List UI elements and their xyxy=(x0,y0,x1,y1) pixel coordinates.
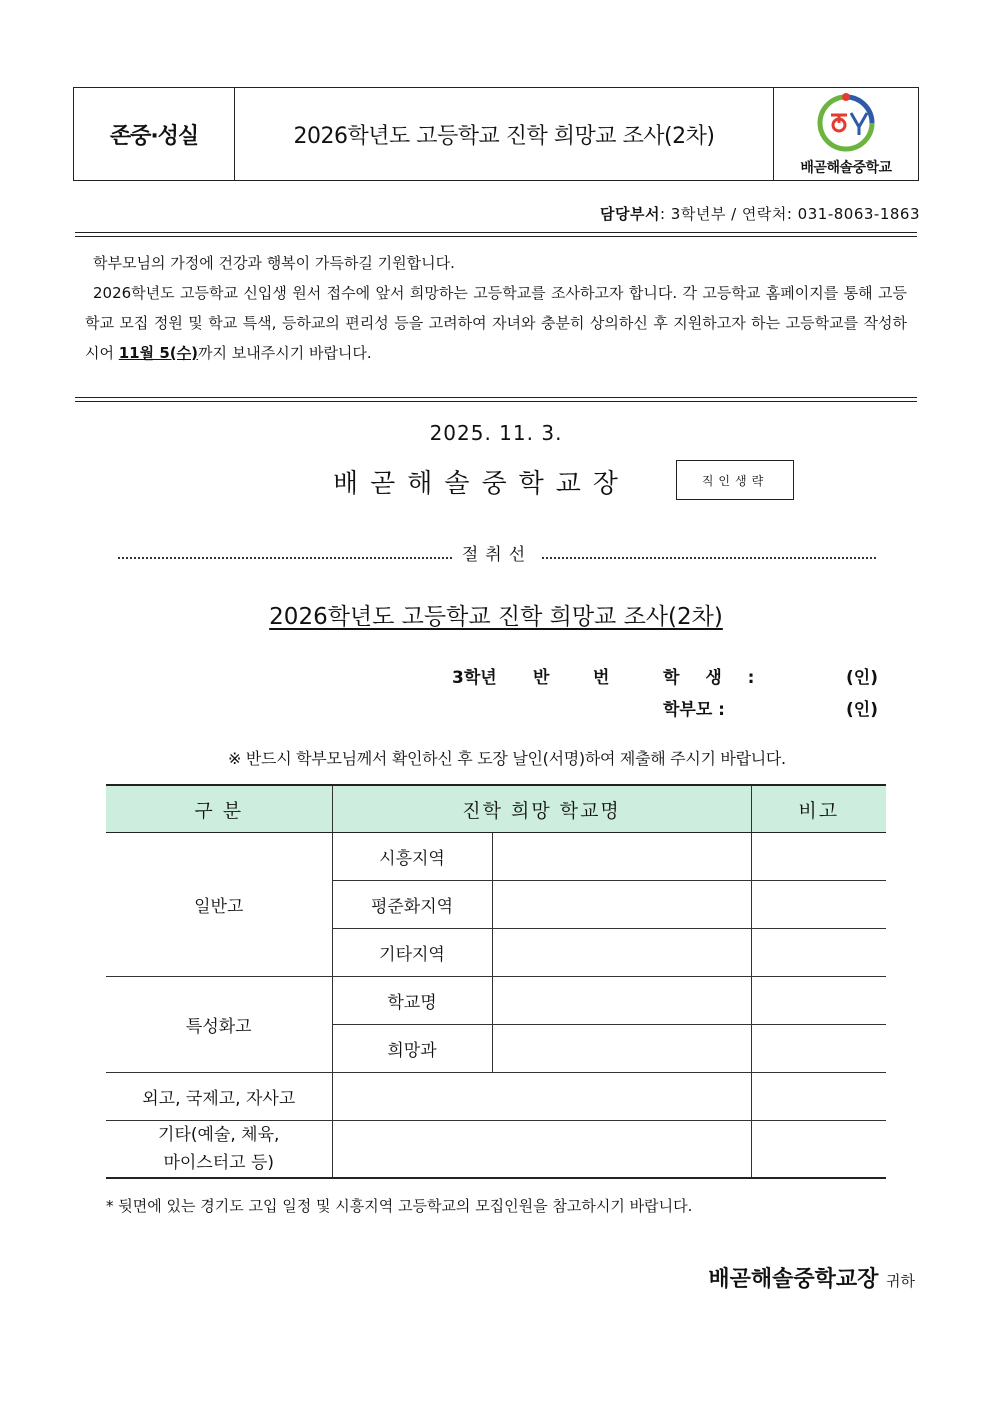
submission-note: ※ 반드시 학부모님께서 확인하신 후 도장 날인(서명)하여 제출해 주시기 바랍니다. xyxy=(228,749,786,768)
school-emblem-icon xyxy=(811,91,881,155)
remarks-input[interactable] xyxy=(751,1121,886,1179)
region-other: 기타지역 xyxy=(332,929,492,977)
letter-paragraph xyxy=(85,278,907,368)
table-row xyxy=(106,1121,886,1179)
dept-value: : 3학년부 / 연락처: 031-8063-1863 xyxy=(659,205,920,223)
special-school-name-label: 학교명 xyxy=(332,977,492,1025)
cut-dots-left xyxy=(118,547,452,559)
student-label: 학 생 : xyxy=(663,668,765,688)
contact-line xyxy=(600,203,920,224)
cut-dots-right xyxy=(542,547,876,559)
footnote: * 뒷면에 있는 경기도 고입 일정 및 시흥지역 고등학교의 모집인원을 참고하시기 바랍니다. xyxy=(106,1197,693,1215)
grade-label: 3학년 xyxy=(452,668,497,688)
letter-body xyxy=(85,248,907,368)
greeting-line: 학부모님의 가정에 건강과 행복이 가득하길 기원합니다. xyxy=(93,254,455,272)
special-major-label: 희망과 xyxy=(332,1025,492,1073)
closing-suffix: 귀하 xyxy=(886,1272,915,1290)
letter-part1: 2026학년도 고등학교 신입생 원서 접수에 앞서 희망하는 고등학교를 조사하고자 합니다. 각 고등학교 홈페이지를 통해 고등학교 모집 정원 및 학교 특색, 등하교의 편리성 등을 고려하여 자녀와 충분히 상의하신 후 지원하고자 하는 고등학교를 작성하시어 xyxy=(85,284,907,362)
header-remarks: 비고 xyxy=(751,785,886,833)
remarks-input[interactable] xyxy=(751,833,886,881)
header-box xyxy=(73,87,919,181)
survey-table xyxy=(106,784,886,1179)
table-row xyxy=(106,833,886,881)
closing-name: 배곧해솔중학교장 xyxy=(708,1267,879,1292)
parent-seal: (인) xyxy=(846,700,878,720)
seal-omitted-box: 직인생략 xyxy=(676,460,794,500)
other-hs-input[interactable] xyxy=(332,1121,751,1179)
remarks-input[interactable] xyxy=(751,1025,886,1073)
header-school-name: 진학 희망 학교명 xyxy=(332,785,751,833)
table-row xyxy=(106,977,886,1025)
school-logo xyxy=(774,88,918,180)
foreign-intl-label: 외고, 국제고, 자사고 xyxy=(106,1073,332,1121)
other-hs-label: 기타(예술, 체육, 마이스터고 등) xyxy=(106,1121,332,1179)
school-input-siheung[interactable] xyxy=(492,833,751,881)
foreign-intl-input[interactable] xyxy=(332,1073,751,1121)
school-input-other[interactable] xyxy=(492,929,751,977)
school-motto: 존중·성실 xyxy=(74,88,235,180)
issue-date: 2025. 11. 3. xyxy=(429,421,563,445)
table-row xyxy=(106,1073,886,1121)
table-header-row xyxy=(106,785,886,833)
cut-line xyxy=(118,540,876,565)
form-title: 2026학년도 고등학교 진학 희망교 조사(2차) xyxy=(269,604,723,630)
divider-bottom xyxy=(75,397,917,402)
special-major-input[interactable] xyxy=(492,1025,751,1073)
region-siheung: 시흥지역 xyxy=(332,833,492,881)
student-seal: (인) xyxy=(846,668,878,688)
dept-label: 담당부서 xyxy=(600,205,660,223)
specialized-hs-label: 특성화고 xyxy=(106,977,332,1073)
closing xyxy=(708,1262,915,1293)
class-label: 반 xyxy=(533,668,550,688)
remarks-input[interactable] xyxy=(751,977,886,1025)
school-input-equalized[interactable] xyxy=(492,881,751,929)
deadline: 11월 5(수) xyxy=(118,344,198,362)
remarks-input[interactable] xyxy=(751,1073,886,1121)
remarks-input[interactable] xyxy=(751,929,886,977)
general-hs-label: 일반고 xyxy=(106,833,332,977)
special-school-input[interactable] xyxy=(492,977,751,1025)
header-category: 구 분 xyxy=(106,785,332,833)
parent-label: 학부모 : xyxy=(663,700,725,720)
letter-part2: 까지 보내주시기 바랍니다. xyxy=(197,344,372,362)
divider-top xyxy=(75,232,917,237)
region-equalized: 평준화지역 xyxy=(332,881,492,929)
number-label: 번 xyxy=(593,668,610,688)
logo-school-name: 배곧해솔중학교 xyxy=(800,160,892,176)
remarks-input[interactable] xyxy=(751,881,886,929)
document-title: 2026학년도 고등학교 진학 희망교 조사(2차) xyxy=(235,88,774,180)
principal-name: 배곧해솔중학교장 xyxy=(333,469,630,499)
cut-label: 절취선 xyxy=(461,545,533,565)
